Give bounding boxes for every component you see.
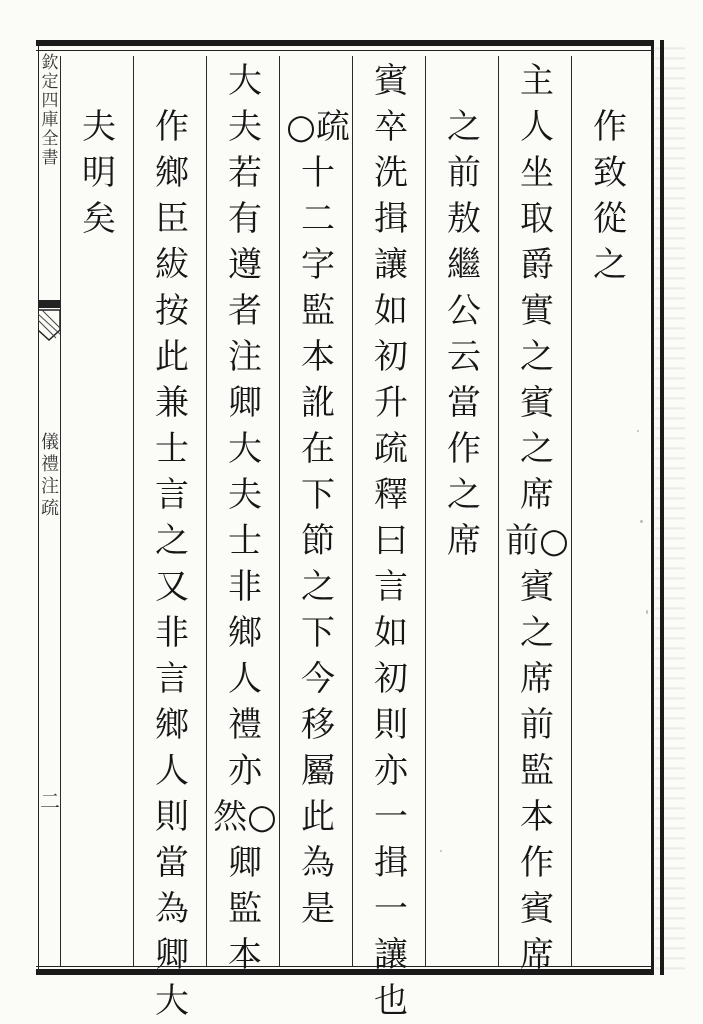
library-title: 欽定四庫全書 xyxy=(41,53,59,168)
frame-right-rule xyxy=(660,40,664,975)
frame-inner-top-rule xyxy=(36,50,654,51)
fish-tail-icon xyxy=(38,300,60,342)
column-divider xyxy=(352,56,353,966)
text-column-3 xyxy=(432,58,496,963)
text-column-5 xyxy=(286,58,350,963)
text-column-1 xyxy=(578,58,642,963)
column-text: 主人坐取爵實之賓之席前○賓之席前監本作賓席 xyxy=(505,61,569,975)
text-column-8 xyxy=(67,58,131,963)
column-divider xyxy=(279,56,280,966)
text-column-7 xyxy=(140,58,204,1021)
column-divider xyxy=(60,56,61,966)
column-divider xyxy=(206,56,207,966)
column-divider xyxy=(498,56,499,966)
column-divider xyxy=(133,56,134,966)
column-text: 夫明矣 xyxy=(82,107,116,239)
scan-speck xyxy=(440,850,442,852)
column-text: ○疏十二字監本訛在下節之下今移屬此為是 xyxy=(286,107,350,929)
text-column-6 xyxy=(213,58,277,975)
text-column-2 xyxy=(505,58,569,975)
column-text: 大夫若有遵者注卿大夫士非鄉人禮亦然○卿監本 xyxy=(213,61,277,975)
column-text: 賓卒洗揖讓如初升疏釋曰言如初則亦一揖一讓也 xyxy=(374,61,408,1021)
column-text: 作致從之 xyxy=(593,107,627,285)
book-title: 儀禮注疏 xyxy=(41,432,59,519)
column-text: 作鄉臣紱按此兼士言之又非言鄉人則當為卿大 xyxy=(155,107,189,1021)
page-number: 二 xyxy=(40,789,60,813)
column-text: 之前敖繼公云當作之席 xyxy=(447,107,481,561)
column-divider xyxy=(571,56,572,966)
column-divider xyxy=(425,56,426,966)
scan-speck xyxy=(637,430,639,432)
text-column-4 xyxy=(359,58,423,1021)
scan-speck xyxy=(646,610,648,614)
scan-speck xyxy=(640,520,643,523)
